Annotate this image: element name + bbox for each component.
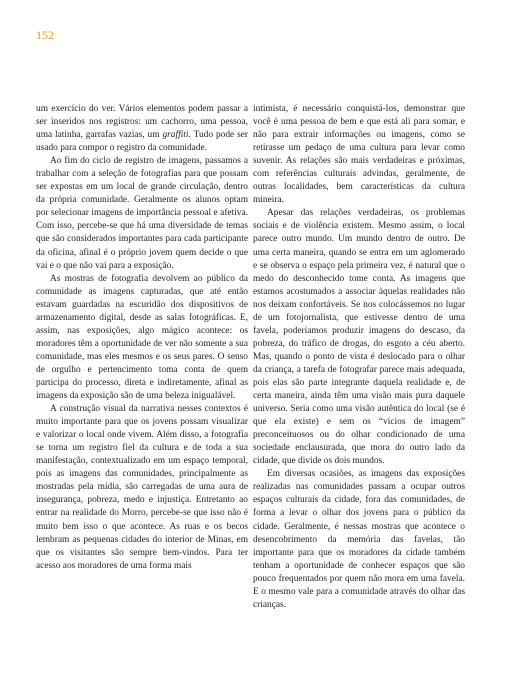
text-segment: A construção visual da narrativa nesses contextos é muito importante para que os jovens possam visualizar e valorizar o local onde vivem. Além disso, a fotografia se torna um registro fiel da cultura e de toda a sua manifestação, contextualizado em um espaço temporal, pois as imagens das comunidades, principalmente as mostradas pela mídia, são carregadas de uma aura de insegurança, pobreza, medo e injustiça. Entretanto ao entrar na realidade do Morro, percebe-se que isso não é muito bem isso o que acontece. As ruas e os becos lembram as pequenas cidades do interior de Minas, em que os visitantes são sempre bem-vindos. Para ter acesso aos moradores de uma forma mais [36, 404, 248, 571]
paragraph [253, 103, 465, 207]
paragraph [36, 155, 248, 272]
right-text-column [253, 103, 465, 612]
italic-text: graffiti [162, 130, 189, 141]
page-number: 152 [36, 28, 54, 42]
paragraph [253, 207, 465, 468]
text-segment: Em diversas ocasiões, as imagens das exposições realizadas nas comunidades passam a ocupar outros espaços culturais da cidade, fora das comunidades, de forma a levar o olhar dos jovens para o público da cidade. Geralmente, é nessas mostras que acontece o desencobrimento da memória das favelas, tão importante para que os moradores da cidade também tenham a oportunidade de conhecer espaços que são pouco frequentados por quem não mora em uma favela. E o mesmo vale para a comunidade através do olhar das crianças. [253, 469, 465, 610]
text-segment: . Tudo pode ser usado para compor o registro da comunidade. [36, 130, 248, 154]
text-segment: Apesar das relações verdadeiras, os problemas sociais e de violência existem. Mesmo assim, o local parece outro mundo. Um mundo dentro de outro. De uma certa maneira, quando se entra em um aglomerado e se observa o espaço pela primeira vez, é natural que o medo do desconhecido tome conta. As imagens que estamos acostumados a associar àquelas realidades não nos deixam confortáveis. Se nos colocássemos no lugar de um fotojornalista, que estivesse dentro de uma favela, poderíamos produzir imagens do descaso, da pobreza, do tráfico de drogas, do esgoto a céu aberto. Mas, quando o ponto de vista é deslocado para o olhar da criança, a tarefa de fotografar parece mais adequada, pois elas são parte integrante daquela realidade e, de certa maneira, ainda têm uma visão mais pura daquele universo. Seria como uma visão autêntica do local (se é que ela existe) e sem os “vícios de imagem” preconceituosos ou do olhar condicionado de uma sociedade enclausurada, que mora do outro lado da cidade, que divide os dois mundos. [253, 208, 465, 467]
paragraph [253, 468, 465, 612]
text-segment: As mostras de fotografia devolvem ao público da comunidade as imagens capturadas, que até então estavam guardadas na escuridão dos dispositivos de armazenamento digital, desde as salas fotográficas. E, assim, nas exposições, algo mágico acontece: os moradores têm a oportunidade de ver não somente a sua comunidade, mas eles mesmos e os seus pares. O senso de orgulho e pertencimento toma conta de quem participa do processo, direta e indiretamente, afinal as imagens da exposição são de uma beleza inigualável. [36, 273, 248, 402]
paragraph [36, 403, 248, 573]
left-text-column [36, 103, 248, 573]
text-segment: um exercício do ver. Vários elementos podem passar a ser inseridos nos registros: um cachorro, uma pessoa, uma latinha, garrafas vazias, um [36, 104, 248, 141]
text-segment: intimista, é necessário conquistá-los, demonstrar que você é uma pessoa de bem e que está ali para somar, e não para extrair informações ou imagens, como se retirasse um pedaço de uma cultura para levar como suvenir. As relações são mais verdadeiras e próximas, com referências culturais advindas, geralmente, de outras localidades, bem características da cultura mineira. [253, 104, 465, 206]
text-segment: Ao fim do ciclo de registro de imagens, passamos a trabalhar com a seleção de fotografias para que possam ser expostas em um local de grande circulação, dentro da própria comunidade. Geralmente os alunos optam por selecionar imagens de importância pessoal e afetiva. Com isso, percebe-se que há uma diversidade de temas que são considerados importantes para cada participante da oficina, afinal é o próprio jovem quem decide o que vai e o que não vai para a exposição. [36, 156, 248, 271]
paragraph [36, 103, 248, 155]
paragraph [36, 273, 248, 403]
